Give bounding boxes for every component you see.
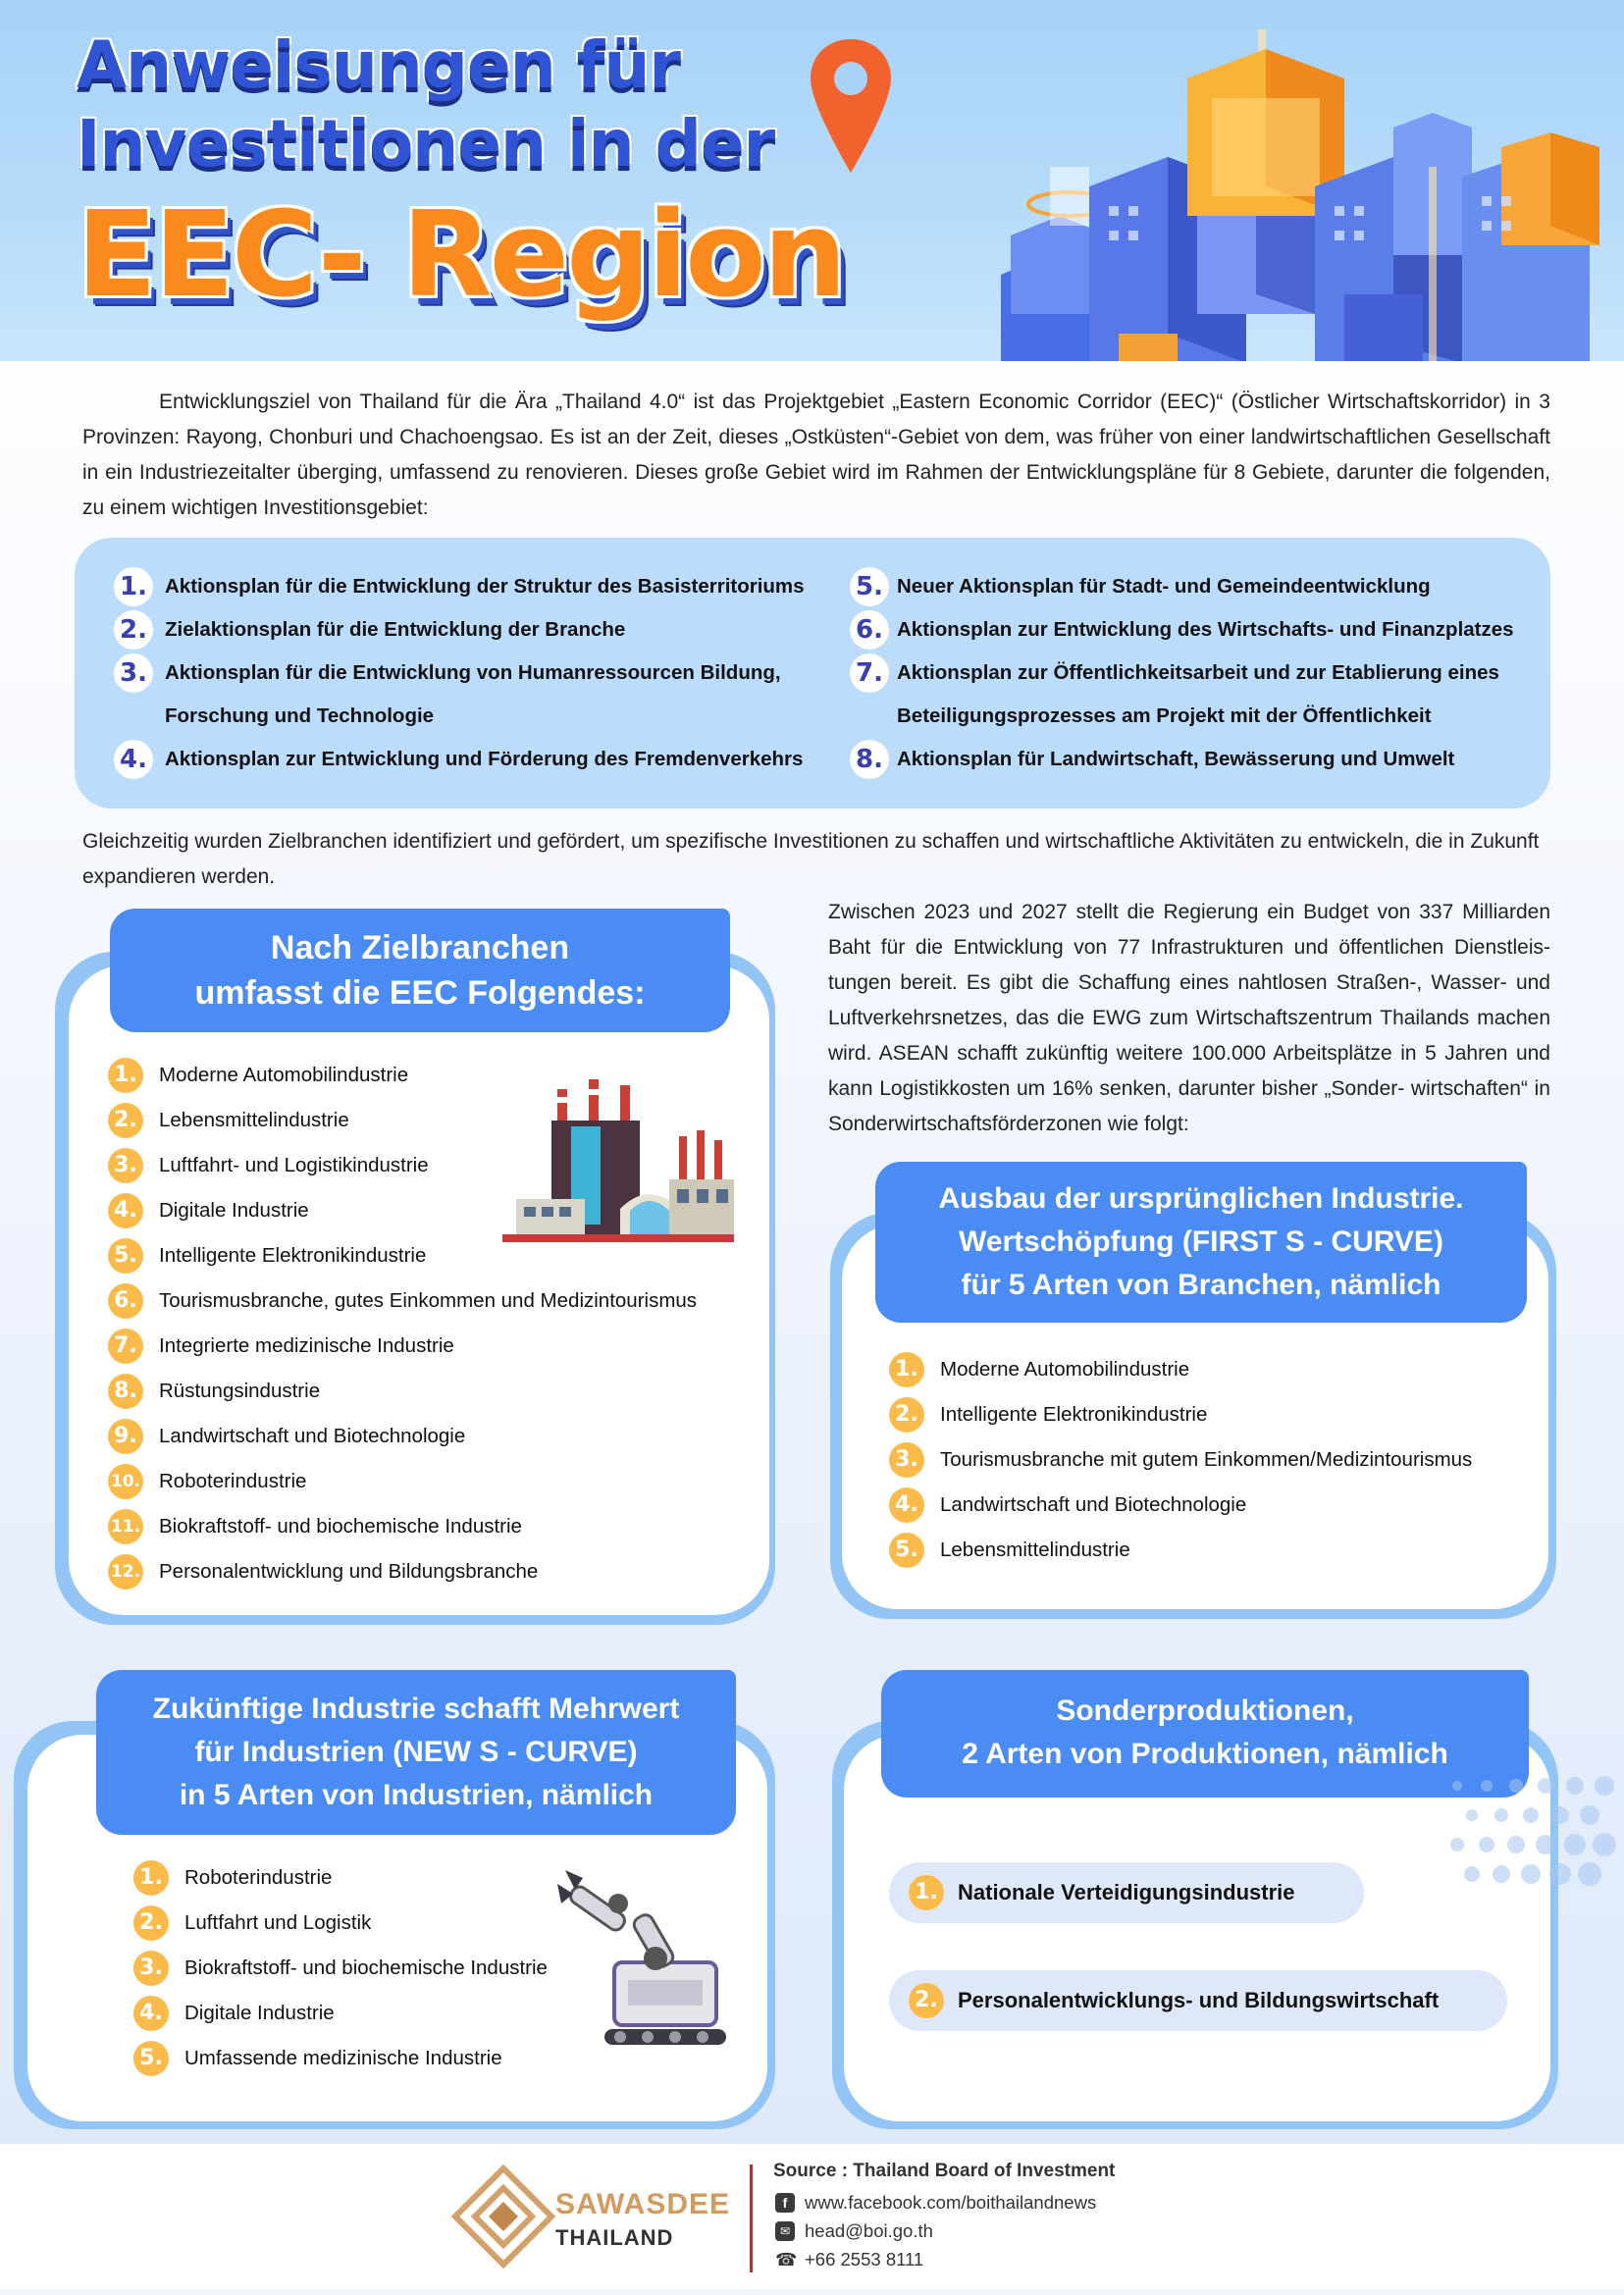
special-item: Nationale Verteidigungsindustrie	[958, 1880, 1295, 1904]
decorative-dots	[1428, 1747, 1624, 2139]
list-number: 7.	[108, 1329, 143, 1364]
list-item: Landwirtschaft und Biotechnologie	[159, 1425, 466, 1447]
plan-number: 6.	[850, 610, 889, 650]
list-item: Umfassende medizinische Industrie	[184, 2047, 502, 2069]
list-number: 3.	[133, 1951, 169, 1986]
list-item: Lebensmittelindustrie	[940, 1539, 1130, 1561]
new-s-curve-banner: Zukünftige Industrie schafft Mehrwert für Industrien (NEW S - CURVE) in 5 Arten von Industrien, nämlich	[96, 1670, 736, 1835]
plan-item: Aktionsplan zur Entwicklung und Förderung des Fremdenverkehrs	[165, 748, 804, 770]
list-number: 12.	[108, 1554, 143, 1590]
intro-paragraph: Entwicklungsziel von Thailand für die Ära „Thailand 4.0“ ist das Projektgebiet „Eastern Economic Corridor (EEC)“ (Östlicher Wirtschaftskorridor) in 3 Provinzen: Rayong, Chonburi und Chachoengsao. Es ist an der Zeit, dieses „Ostküsten“-Gebiet von dem, was früher von einer landwirtschaftlichen Gesellschaft in ein Industriezeitalter überging, umfassend zu renovieren. Dieses große Gebiet wird im Rahmen der Entwicklungspläne für 8 Gebiete, darunter die folgenden, zu einem wichtigen Investitionsgebiet:	[82, 391, 1550, 519]
plan-number: 4.	[114, 740, 153, 779]
plan-number: 2.	[114, 610, 153, 650]
footer-source: Source : Thailand Board of Investment	[773, 2161, 1116, 2181]
list-item: Intelligente Elektronikindustrie	[159, 1244, 427, 1267]
phone-icon: ☎	[775, 2250, 798, 2269]
budget-paragraph: Zwischen 2023 und 2027 stellt die Regierung ein Budget von 337 Milliarden Baht für die Entwicklung von 77 Infrastrukturen und öffentlichen Dienstleis- tungen bereit. Es gibt die Schaffung eines nahtlosen Straßen-, Wasser- und Luftverkehrsnetzes, das die EWG zum Wirtschaftszentrum Thailands machen wird. ASEAN schafft zukünftig weitere 100.000 Arbeitsplätze in 5 Jahren und kann Logistikkosten um 16% senken, darunter bisher „Sonder- wirtschaften“ in Sonderwirtschaftsförderzonen wie folgt:	[828, 901, 1550, 1135]
footer-divider	[750, 2165, 753, 2272]
email-icon: ✉	[775, 2221, 795, 2241]
list-item: Biokraftstoff- und biochemische Industrie	[159, 1515, 522, 1538]
smart-city-illustration	[1001, 20, 1619, 361]
plan-number: 1.	[114, 567, 153, 606]
robot-arm-icon	[550, 1864, 738, 2047]
plan-number: 8.	[850, 740, 889, 779]
brand-name: SAWASDEE	[555, 2188, 731, 2220]
first-s-curve-banner: Ausbau der ursprünglichen Industrie. Wertschöpfung (FIRST S - CURVE) für 5 Arten von Branchen, nämlich	[875, 1162, 1527, 1323]
phone-number: +66 2553 8111	[805, 2249, 924, 2269]
list-item: Lebensmittelindustrie	[159, 1109, 349, 1131]
plan-item: Aktionsplan zur Öffentlichkeitsarbeit und zur Etablierung eines	[897, 661, 1499, 684]
list-number: 6.	[108, 1283, 143, 1319]
plan-item: Aktionsplan zur Entwicklung des Wirtschafts- und Finanzplatzes	[897, 618, 1514, 641]
list-item: Luftfahrt und Logistik	[184, 1911, 372, 1934]
plan-item: Aktionsplan für die Entwicklung der Struktur des Basisterritoriums	[165, 575, 805, 598]
plan-item: Zielaktionsplan für die Entwicklung der Branche	[165, 618, 626, 641]
list-number: 2.	[133, 1905, 169, 1941]
brand-country: THAILAND	[555, 2225, 674, 2250]
factory-icon	[502, 1062, 734, 1244]
facebook-icon: f	[775, 2193, 795, 2213]
sawasdee-logo-icon	[449, 2163, 557, 2270]
list-item: Personalentwicklung und Bildungsbranche	[159, 1560, 539, 1583]
list-number: 5.	[133, 2041, 169, 2076]
location-pin-icon	[807, 35, 895, 183]
list-item: Tourismusbranche, gutes Einkommen und Medizintourismus	[159, 1289, 698, 1312]
list-number: 1.	[108, 1058, 143, 1093]
plan-item: Aktionsplan für die Entwicklung von Humanressourcen Bildung,	[165, 661, 781, 684]
plan-number: 3.	[114, 653, 153, 693]
title-big: EEC- Region	[77, 187, 845, 324]
list-number: 1.	[133, 1860, 169, 1896]
plan-item-continued: Forschung und Technologie	[165, 704, 435, 727]
list-item: Biokraftstoff- und biochemische Industrie	[184, 1956, 548, 1979]
special-production-banner: Sonderproduktionen, 2 Arten von Produktionen, nämlich	[881, 1670, 1529, 1798]
plan-item: Neuer Aktionsplan für Stadt- und Gemeindeentwicklung	[897, 575, 1431, 598]
special-number: 1.	[909, 1875, 944, 1910]
title-line-1: Anweisungen für	[77, 27, 680, 103]
header-banner	[0, 0, 1624, 361]
special-item: Personalentwicklungs- und Bildungswirtschaft	[958, 1988, 1440, 2012]
list-number: 1.	[889, 1352, 924, 1387]
list-number: 3.	[108, 1148, 143, 1183]
target-industries-banner: Nach Zielbranchen umfasst die EEC Folgendes:	[110, 909, 730, 1032]
bottom-strip	[0, 2289, 1624, 2295]
list-item: Moderne Automobilindustrie	[940, 1358, 1190, 1381]
list-item: Digitale Industrie	[184, 2002, 335, 2024]
list-item: Digitale Industrie	[159, 1199, 309, 1222]
target-industries-paragraph: Gleichzeitig wurden Zielbranchen identifiziert und gefördert, um spezifische Investitionen zu schaffen und wirtschaftliche Aktivitäten zu entwickeln, die in Zukunft expandieren werden.	[82, 830, 1540, 888]
list-number: 10.	[108, 1464, 143, 1499]
list-number: 9.	[108, 1419, 143, 1454]
list-number: 11.	[108, 1509, 143, 1544]
list-number: 2.	[108, 1103, 143, 1138]
list-number: 2.	[889, 1397, 924, 1433]
email-link[interactable]: head@boi.go.th	[805, 2220, 933, 2241]
list-number: 5.	[889, 1533, 924, 1568]
action-plans-box	[75, 538, 1550, 808]
list-item: Luftfahrt- und Logistikindustrie	[159, 1154, 429, 1176]
list-item: Integrierte medizinische Industrie	[159, 1334, 454, 1357]
list-number: 5.	[108, 1238, 143, 1274]
facebook-link[interactable]: www.facebook.com/boithailandnews	[805, 2192, 1097, 2213]
list-item: Roboterindustrie	[159, 1470, 307, 1492]
special-number: 2.	[909, 1983, 944, 2018]
plan-number: 5.	[850, 567, 889, 606]
list-number: 4.	[133, 1996, 169, 2031]
list-number: 4.	[889, 1487, 924, 1523]
title-line-2: Investitionen in der	[77, 106, 775, 182]
list-item: Roboterindustrie	[184, 1866, 333, 1889]
list-item: Rüstungsindustrie	[159, 1380, 321, 1402]
plan-number: 7.	[850, 653, 889, 693]
plan-item-continued: Beteiligungsprozesses am Projekt mit der Öffentlichkeit	[897, 704, 1432, 727]
list-item: Landwirtschaft und Biotechnologie	[940, 1493, 1247, 1516]
list-number: 3.	[889, 1442, 924, 1478]
list-number: 4.	[108, 1193, 143, 1228]
list-item: Tourismusbranche mit gutem Einkommen/Medizintourismus	[940, 1448, 1473, 1471]
list-number: 8.	[108, 1374, 143, 1409]
plan-item: Aktionsplan für Landwirtschaft, Bewässerung und Umwelt	[897, 748, 1455, 770]
list-item: Intelligente Elektronikindustrie	[940, 1403, 1208, 1426]
list-item: Moderne Automobilindustrie	[159, 1064, 409, 1086]
